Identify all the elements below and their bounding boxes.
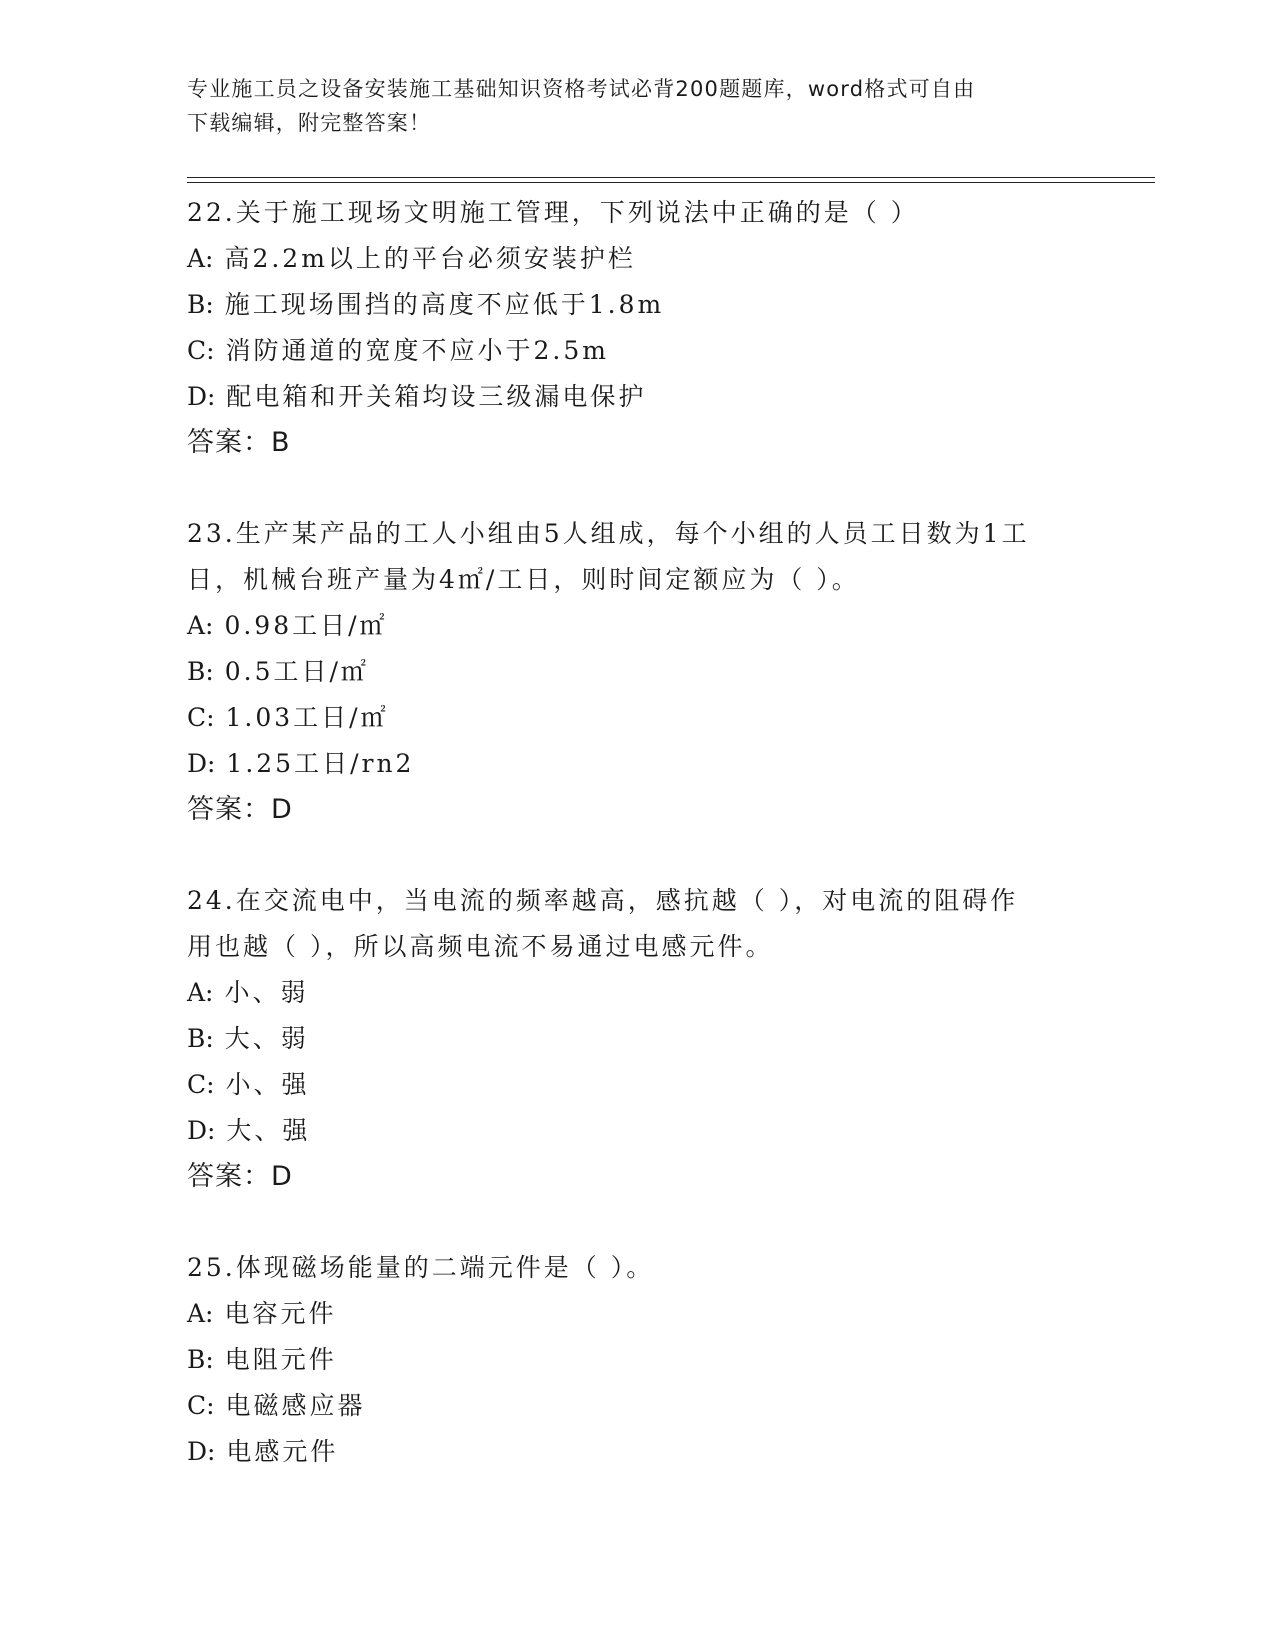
answer-line: 答案：D (187, 794, 293, 825)
question-24 (187, 878, 1087, 1200)
question-stem-line-1: 24.在交流电中，当电流的频率越高，感抗越（ ），对电流的阻碍作 (187, 886, 1019, 915)
option-text: 大、强 (226, 1116, 311, 1145)
header-divider-bottom (187, 182, 1155, 183)
option-text: 高2.2m以上的平台必须安装护栏 (224, 244, 636, 273)
option-letter: C: (187, 1391, 215, 1420)
header-line-1: 专业施工员之设备安装施工基础知识资格考试必背200题题库，word格式可自由 (187, 77, 976, 101)
option-a (187, 236, 1087, 282)
question-stem: 22.关于施工现场文明施工管理，下列说法中正确的是（ ） (187, 198, 919, 227)
option-text: 大、弱 (224, 1024, 309, 1053)
option-letter: B: (187, 1024, 214, 1053)
question-23 (187, 511, 1087, 833)
option-d (187, 374, 1087, 420)
option-letter: A: (187, 611, 214, 640)
option-d (187, 1429, 1087, 1475)
option-text: 0.98工日/㎡ (224, 611, 388, 640)
question-stem-line-2: 日，机械台班产量为4㎡/工日，则时间定额应为（ ）。 (187, 565, 860, 594)
option-text: 0.5工日/㎡ (224, 657, 369, 686)
option-b (187, 649, 1087, 695)
option-text: 电感元件 (226, 1437, 339, 1466)
question-22 (187, 190, 1087, 466)
document-header (187, 72, 1087, 140)
question-stem: 25.体现磁场能量的二端元件是（ ）。 (187, 1253, 655, 1282)
option-letter: D: (187, 749, 216, 778)
option-b (187, 1016, 1087, 1062)
question-stem-line-1: 23.生产某产品的工人小组由5人组成，每个小组的人员工日数为1工 (187, 519, 1030, 548)
option-c (187, 1383, 1087, 1429)
option-text: 小、强 (225, 1070, 310, 1099)
option-letter: C: (187, 336, 215, 365)
option-text: 1.03工日/㎡ (225, 703, 389, 732)
option-text: 电阻元件 (224, 1345, 337, 1374)
option-letter: B: (187, 657, 214, 686)
answer-line: 答案：D (187, 1161, 293, 1192)
option-text: 小、弱 (224, 978, 309, 1007)
option-letter: C: (187, 703, 215, 732)
option-letter: D: (187, 382, 216, 411)
option-a (187, 603, 1087, 649)
option-text: 消防通道的宽度不应小于2.5m (225, 336, 609, 365)
option-letter: B: (187, 1345, 214, 1374)
option-letter: A: (187, 244, 214, 273)
option-d (187, 1108, 1087, 1154)
option-text: 施工现场围挡的高度不应低于1.8m (224, 290, 665, 319)
option-text: 1.25工日/rn2 (226, 749, 415, 778)
option-c (187, 328, 1087, 374)
option-letter: B: (187, 290, 214, 319)
answer-line: 答案：B (187, 427, 291, 458)
option-c (187, 695, 1087, 741)
option-text: 电磁感应器 (225, 1391, 366, 1420)
header-divider-top (187, 177, 1155, 178)
option-a (187, 970, 1087, 1016)
option-letter: D: (187, 1437, 216, 1466)
header-line-2: 下载编辑，附完整答案！ (187, 111, 432, 135)
option-text: 配电箱和开关箱均设三级漏电保护 (226, 382, 647, 411)
option-letter: D: (187, 1116, 216, 1145)
option-text: 电容元件 (224, 1299, 337, 1328)
option-letter: A: (187, 978, 214, 1007)
question-25 (187, 1245, 1087, 1475)
option-b (187, 282, 1087, 328)
option-letter: C: (187, 1070, 215, 1099)
option-c (187, 1062, 1087, 1108)
question-stem-line-2: 用也越（ ），所以高频电流不易通过电感元件。 (187, 932, 774, 961)
option-b (187, 1337, 1087, 1383)
question-list (187, 190, 1087, 1520)
option-a (187, 1291, 1087, 1337)
option-d (187, 741, 1087, 787)
option-letter: A: (187, 1299, 214, 1328)
